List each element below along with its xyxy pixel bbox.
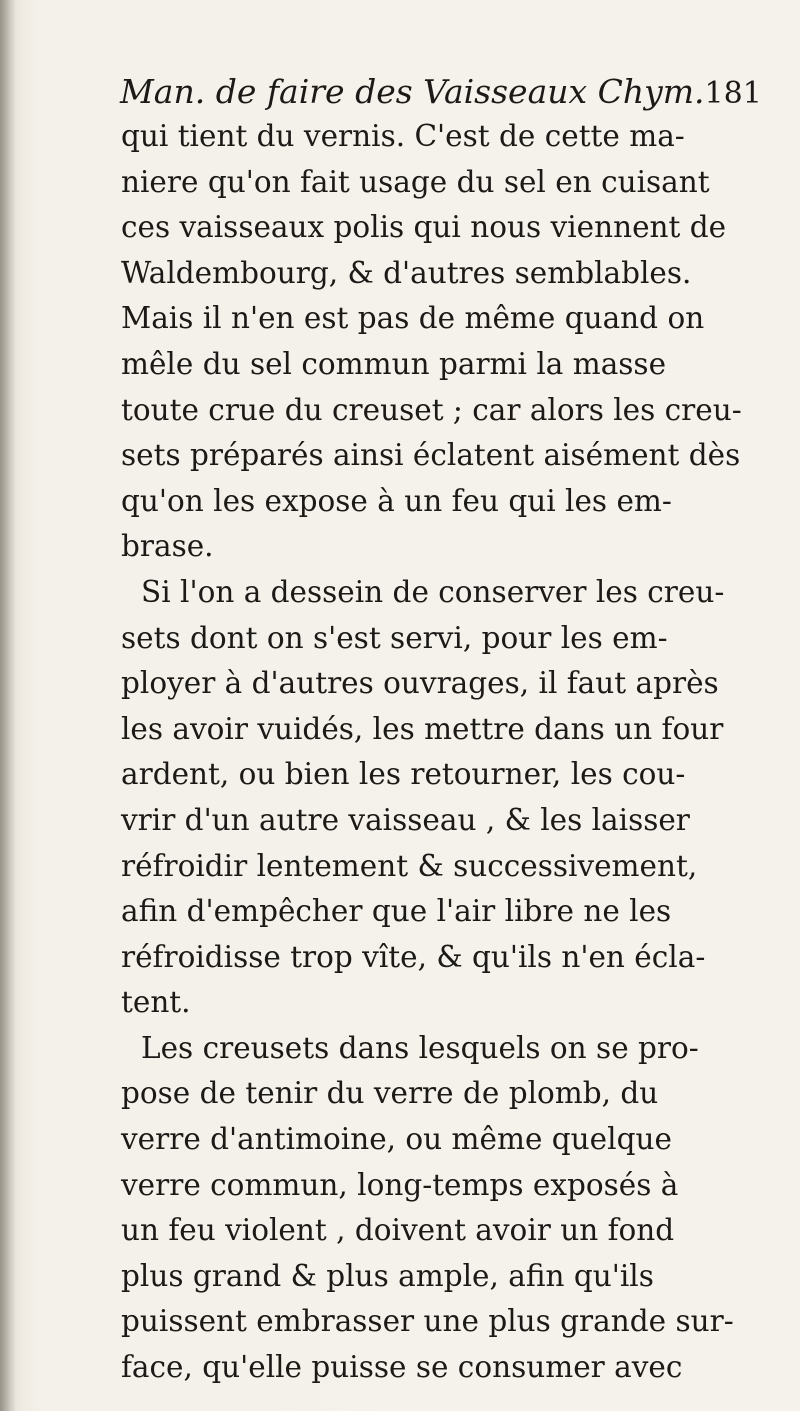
- text-line: Mais il n'en est pas de même quand on: [121, 301, 705, 336]
- body-text: [121, 114, 742, 1391]
- text-line: pose de tenir du verre de plomb, du: [121, 1076, 659, 1111]
- text-line: afin d'empêcher que l'air libre ne les: [121, 894, 672, 929]
- text-line: vrir d'un autre vaisseau , & les laisser: [121, 802, 690, 837]
- text-line: Waldembourg, & d'autres semblables.: [121, 255, 692, 290]
- text-line: qu'on les expose à un feu qui les em-: [121, 483, 672, 518]
- paragraph-start-line: Les creusets dans lesquels on se pro-: [141, 1030, 699, 1065]
- text-line: sets dont on s'est servi, pour les em-: [121, 620, 668, 655]
- text-line: sets préparés ainsi éclatent aisément dès: [121, 438, 741, 473]
- text-line: verre commun, long-temps exposés à: [121, 1167, 679, 1202]
- running-title: Man. de faire des Vaisseaux Chym.: [120, 72, 705, 111]
- paragraph-start-line: Si l'on a dessein de conserver les creu-: [141, 574, 725, 609]
- text-line: niere qu'on fait usage du sel en cuisant: [121, 164, 710, 199]
- text-line: réfroidir lentement & successivement,: [121, 848, 698, 883]
- text-line: ardent, ou bien les retourner, les cou-: [121, 757, 686, 792]
- text-line: plus grand & plus ample, afin qu'ils: [121, 1258, 654, 1293]
- text-line: verre d'antimoine, ou même quelque: [121, 1122, 672, 1157]
- text-line: ces vaisseaux polis qui nous viennent de: [121, 210, 727, 245]
- text-line: toute crue du creuset ; car alors les creu-: [121, 392, 742, 427]
- text-line: brase.: [121, 529, 214, 564]
- text-line: tent.: [121, 985, 191, 1020]
- text-line: un feu violent , doivent avoir un fond: [121, 1213, 675, 1248]
- text-line: qui tient du vernis. C'est de cette ma-: [121, 119, 685, 153]
- binding-gutter-shadow: [0, 0, 16, 1411]
- text-line: face, qu'elle puisse se consumer avec: [121, 1350, 683, 1385]
- page-number: 181: [704, 76, 762, 111]
- text-line: réfroidisse trop vîte, & qu'ils n'en écla-: [121, 939, 706, 974]
- text-line: puissent embrasser une plus grande sur-: [121, 1304, 734, 1339]
- text-line: mêle du sel commun parmi la masse: [121, 346, 667, 381]
- text-line: les avoir vuidés, les mettre dans un four: [121, 711, 724, 746]
- text-line: ployer à d'autres ouvrages, il faut après: [121, 666, 719, 701]
